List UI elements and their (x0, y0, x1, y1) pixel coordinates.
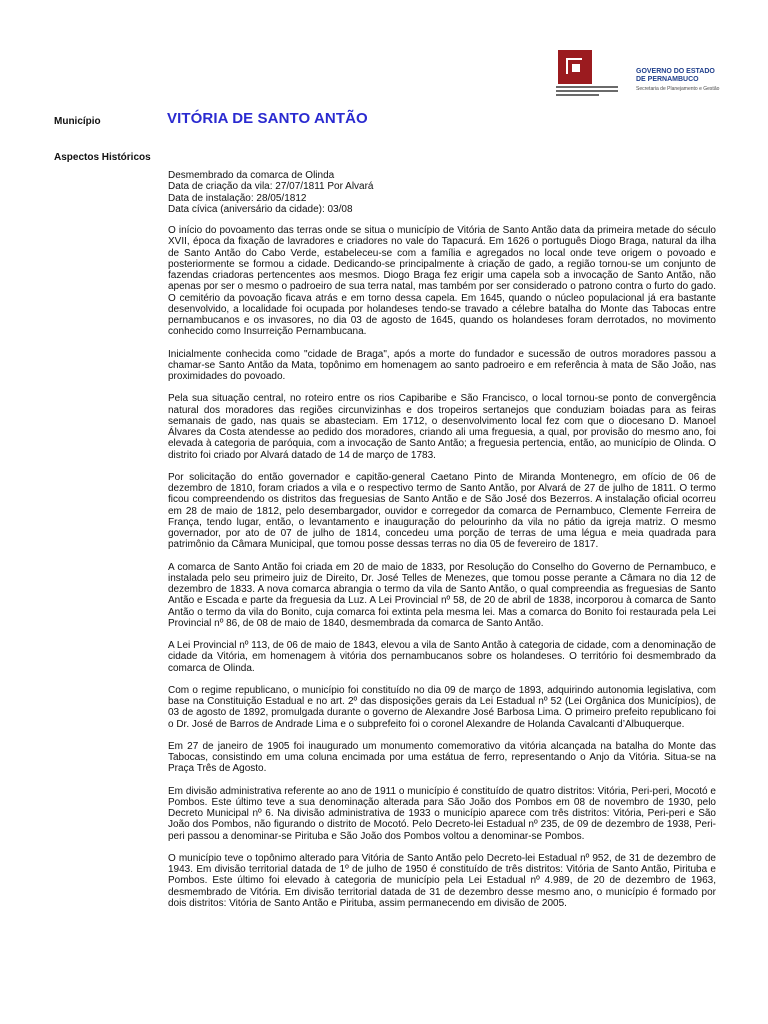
history-paragraph: Com o regime republicano, o município foi constituído no dia 09 de março de 1893, adquirindo autonomia legislativa, com base na Constituição Estadual e no art. 2º das disposições gerais da Lei Estadual nº 52 (Lei Orgânica dos Municípios), de 03 de agosto de 1892, promulgada durante o governo de Alexandre José Barbosa Lima. O primeiro prefeito republicano foi o Dr. José de Barros de Andrade Lima e o subprefeito foi o coronel Alexandre de Holanda Cavalcanti d’Albuquerque. (168, 684, 716, 730)
municipio-label: Município (54, 116, 101, 127)
government-logo-text (636, 68, 715, 84)
history-paragraph: O início do povoamento das terras onde se situa o município de Vitória de Santo Antão data da primeira metade do século XVII, época da fixação de lavradores e criadores no vale do Tapacurá. Em 1626 o português Diogo Braga, natural da ilha de Santo Antão do Cabo Verde, estabeleceu-se com a família e agregados no local onde teve origem o povoado e posteriormente se formou a cidade. Dedicando-se principalmente à criação de gado, a região tornou-se um conjunto de fazendas criadoras pertencentes aos mesmos. Diogo Braga fez erigir uma capela sob a invocação de Santo Antão, não apenas por ser o mesmo o padroeiro de sua terra natal, mas também por ser considerado o patrono contra o furto do gado. O cemitério da povoação ficava atrás e em torno dessa capela. Em 1645, quando o núcleo populacional já era bastante desenvolvido, a localidade foi ocupada por holandeses tendo-se travado a célebre batalha do Monte das Tabocas entre pernambucanos e os invasores, no dia 03 de agosto de 1645, quando os holandeses foram derrotados, no movimento conhecido como Insurreição Pernambucana. (168, 225, 716, 338)
fact-line: Desmembrado da comarca de Olinda (168, 170, 335, 181)
condepe-logo-caption (556, 86, 618, 96)
page-title: VITÓRIA DE SANTO ANTÃO (167, 110, 368, 127)
fact-line: Data cívica (aniversário da cidade): 03/08 (168, 204, 353, 216)
condepe-fidem-logo (556, 48, 616, 98)
history-paragraph: O município teve o topônimo alterado para Vitória de Santo Antão pelo Decreto-lei Estadual nº 952, de 31 de dezembro de 1943. Em divisão territorial datada de 1º de julho de 1950 é constituído de três distritos: Vitória de Santo Antão, Pirituba e Pombos. Este último foi elevado à categoria de município pela Lei Estadual nº 4.989, de 20 de dezembro de 1963, desmembrado de Vitória. Em divisão territorial datada de 31 de dezembro desse mesmo ano, o município é formado por dois distritos: Vitória de Santo Antão e Pirituba, assim permanecendo em divisão de 2005. (168, 852, 716, 909)
history-paragraph: Inicialmente conhecida como "cidade de Braga", após a morte do fundador e sucessão de outros moradores passou a chamar-se Santo Antão da Mata, topônimo em homenagem ao santo padroeiro e em referência à mata de São João, nas proximidades do povoado. (168, 348, 716, 382)
gov-line-1: GOVERNO DO ESTADO (636, 68, 715, 75)
history-text (168, 225, 716, 920)
fact-line: Data de criação da vila: 27/07/1811 Por Alvará (168, 181, 374, 193)
header-logos (556, 48, 726, 100)
gov-subtitle: Secretaria de Planejamento e Gestão (636, 86, 720, 92)
facts-block (168, 170, 374, 216)
history-paragraph: Em 27 de janeiro de 1905 foi inaugurado um monumento comemorativo da vitória alcançada na batalha do Monte das Tabocas, consistindo em uma coluna encimada por uma estátua de ferro, representando o Anjo da Vitória. Situa-se na Praça Três de Agosto. (168, 740, 716, 775)
condepe-logo-mark-icon (558, 50, 592, 84)
history-paragraph: A Lei Provincial nº 113, de 06 de maio de 1843, elevou a vila de Santo Antão à categoria de cidade, com a denominação de cidade da Vitória, em homenagem à vitória dos pernambucanos sobre os holandeses. O território foi desmembrado da comarca de Olinda. (168, 640, 716, 674)
history-paragraph: Em divisão administrativa referente ao ano de 1911 o município é constituído de quatro distritos: Vitória, Peri-peri, Mocotó e Pombos. Este último teve a sua denominação alterada para São João dos Pombos em 08 de novembro de 1930, pelo Decreto Municipal nº 6. Na divisão administrativa de 1933 o município aparece com três distritos: Vitória, Peri-peri e São João dos Pombos, não figurando o distrito de Mocotó. Pelo Decreto-lei Estadual nº 235, de 09 de dezembro de 1938, Peri-peri passou a denominar-se Pirituba e São João dos Pombos voltou a denominar-se Pombos. (168, 785, 716, 842)
gov-line-2: DE PERNAMBUCO (636, 76, 699, 83)
history-paragraph: Por solicitação do então governador e capitão-general Caetano Pinto de Miranda Montenegro, em ofício de 06 de dezembro de 1810, foram criados a vila e o respectivo termo de Santo Antão, por Alvará de 27 de julho de 1811. O termo ficou compreendendo os distritos das freguesias de Santo Antão e de São José dos Bezerros. A instalação oficial ocorreu em 28 de maio de 1812, pelo desembargador, ouvidor e corregedor da comarca de Pernambuco, Clemente Ferreira de França, tendo lugar, então, o levantamento e inauguração do pelourinho da vila no pátio da igreja matriz. O mesmo governador, por ato de 07 de julho de 1814, concedeu uma porção de terras de uma légua e meia quadrada para patrimônio da Câmara Municipal, que tomou posse dessas terras no dia 05 de fevereiro de 1817. (168, 471, 716, 551)
history-paragraph: Pela sua situação central, no roteiro entre os rios Capibaribe e São Francisco, o local tornou-se ponto de convergência natural dos moradores das regiões circunvizinhas e dos tropeiros sertanejos que conduziam boiadas para as feiras semanais de gado, nas quais se abasteciam. Em 1712, o desenvolvimento local fez com que o diocesano D. Manoel Álvares da Costa atendesse ao pedido dos moradores, criando ali uma freguesia, a qual, por provisão do mesmo ano, foi elevada à categoria de paróquia, com a invocação de Santo Antão; a freguesia pertencia, então, ao município de Olinda. O distrito foi criado por Alvará datado de 14 de março de 1783. (168, 393, 716, 461)
fact-line: Data de instalação: 28/05/1812 (168, 192, 307, 204)
history-paragraph: A comarca de Santo Antão foi criada em 20 de maio de 1833, por Resolução do Conselho do Governo de Pernambuco, e instalada pelo seu primeiro juiz de Direito, Dr. José Telles de Menezes, que tomou posse perante a Câmara no dia 12 de dezembro de 1833. A nova comarca abrangia o termo da vila de Santo Antão, o qual compreendia as freguesias de Santo Antão e Escada e parte da freguesia da Luz. A Lei Provincial nº 58, de 20 de abril de 1838, incorporou à comarca de Santo Antão o termo da vila do Bonito, cuja comarca foi extinta pela mesma lei. Mas a comarca do Bonito foi restaurada pela Lei Provincial nº 86, de 08 de maio de 1840, desmembrada da comarca de Santo Antão. (168, 561, 716, 629)
aspectos-historicos-label: Aspectos Históricos (54, 152, 151, 163)
